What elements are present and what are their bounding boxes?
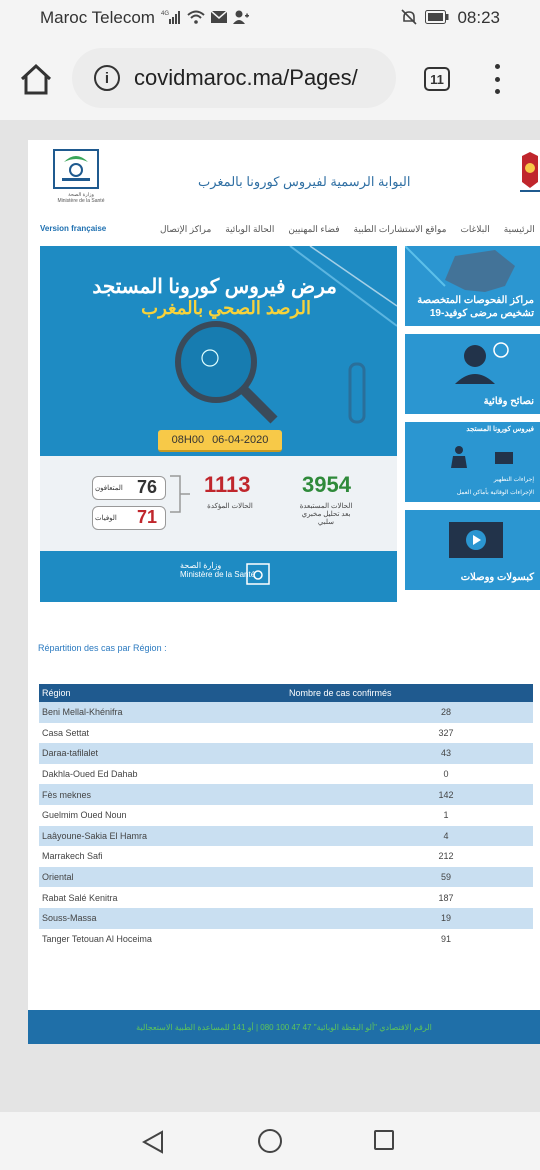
signal-icon <box>161 10 181 27</box>
covid-stats-banner[interactable] <box>40 246 397 602</box>
bracket-line <box>170 474 190 514</box>
table-row: Casa Settat 327 <box>42 727 454 738</box>
tile-coronavirus-measures-label: فيروس كورونا المستجد <box>466 426 534 433</box>
network-type: 4G <box>160 10 169 17</box>
banner-subheadline: الرصد الصحي بالمغرب <box>141 298 311 318</box>
table-row: Marrakech Safi 212 <box>42 851 454 862</box>
table-row: Laâyoune-Sakia El Hamra 4 <box>39 826 533 847</box>
banner-ministry-label: وزارة الصحة Ministère de la Santé <box>180 561 256 579</box>
table-row: Tanger Tetouan Al Hoceima 91 <box>42 933 451 944</box>
recovered-count: 76 <box>137 477 158 497</box>
hotline-footer[interactable]: الرقم الاقتصادي "ألو اليقظة الوبائية" 47 47 100 080 | أو 141 للمساعدة الطبية الاستعجالية <box>28 1010 540 1044</box>
nav-item-epidemic-status[interactable]: الحالة الوبائية <box>225 224 275 234</box>
tile-testing-centers-label: مراكز الفحوصات المتخصصة تشخيص مرضى كوفيد-19 <box>417 295 534 319</box>
report-date-value: 06-04-2020 <box>212 434 269 446</box>
table-row: Rabat Salé Kenitra 187 <box>42 892 454 903</box>
site-nav <box>28 222 540 242</box>
table-row: Dakhla-Oued Ed Dahab 0 <box>42 769 449 780</box>
deaths-box <box>92 506 166 530</box>
tile-videos[interactable] <box>405 510 540 590</box>
table-row: Souss-Massa 19 <box>39 908 533 929</box>
tile-testing-centers[interactable] <box>405 246 540 326</box>
back-icon[interactable] <box>142 1130 164 1154</box>
tile-coronavirus-measures[interactable] <box>405 422 540 502</box>
table-row: Beni Mellal-Khénifra 28 <box>39 702 533 723</box>
tile-prevention-tips-label: نصائح وقائية <box>483 395 534 407</box>
tile-prevention-tips[interactable] <box>405 334 540 414</box>
region-cases-table <box>39 684 533 949</box>
carrier-name: Maroc Telecom <box>40 8 155 27</box>
nav-menu <box>160 224 535 235</box>
home-icon <box>18 62 54 98</box>
nav-item-professionals[interactable]: فضاء المهنيين <box>288 224 340 234</box>
negative-label: الحالات المستبعدة بعد تحليل مخبري سلبي <box>299 503 353 526</box>
ministry-logo-small-icon <box>246 563 270 585</box>
stats-panel <box>40 456 397 551</box>
deaths-count: 71 <box>137 507 158 527</box>
column-confirmed: Nombre de cas confirmés <box>289 684 533 702</box>
browser-toolbar <box>0 36 540 120</box>
ministry-label: وزارة الصحة Ministère de la Santé <box>57 192 105 204</box>
web-page <box>28 140 540 1044</box>
mail-icon <box>211 11 227 26</box>
recovered-label: المتعافون <box>95 485 123 492</box>
ministry-logo-icon[interactable] <box>50 146 102 192</box>
nav-item-announcements[interactable]: البلاغات <box>460 224 490 234</box>
table-row: Daraa-tafilalet 43 <box>39 743 533 764</box>
tile-disinfection-label: إجراءات التطهير <box>493 476 534 483</box>
portal-title: البوابة الرسمية لفيروس كورونا بالمغرب <box>198 174 411 189</box>
repartition-title: Répartition des cas par Région : <box>38 643 167 653</box>
banner-footer <box>40 551 397 602</box>
confirmed-count: 1113 <box>204 472 251 497</box>
person-add-icon <box>233 10 249 27</box>
clock: 08:23 <box>457 8 500 27</box>
recovered-box <box>92 476 166 500</box>
status-bar <box>0 0 540 36</box>
home-button[interactable] <box>18 62 54 98</box>
report-date <box>158 430 282 452</box>
battery-icon <box>425 10 449 27</box>
royal-emblem-icon <box>518 152 540 196</box>
recent-apps-icon[interactable] <box>374 1130 394 1150</box>
address-bar[interactable] <box>72 48 396 108</box>
report-time: 08H00 <box>171 434 205 446</box>
tab-switcher-button[interactable]: 11 <box>424 67 450 91</box>
banner-headline: مرض فيروس كورونا المستجد <box>92 276 337 298</box>
table-row: Guelmim Oued Noun 1 <box>42 810 449 821</box>
wifi-icon <box>187 10 205 27</box>
nav-item-home[interactable]: الرئيسية <box>503 224 535 234</box>
table-header-row <box>39 684 533 702</box>
version-francaise-link[interactable]: Version française <box>40 224 107 233</box>
table-row: Oriental 59 <box>39 867 533 888</box>
column-region: Région <box>39 684 289 702</box>
overflow-menu-icon[interactable] <box>490 64 504 94</box>
home-circle-icon[interactable] <box>258 1129 282 1153</box>
negative-count: 3954 <box>302 472 351 497</box>
mute-icon <box>401 9 417 28</box>
site-header <box>28 140 540 216</box>
tile-videos-label: كبسولات ووصلات <box>460 571 534 583</box>
system-nav-bar <box>0 1112 540 1170</box>
nav-item-contact-centers[interactable]: مراكز الإتصال <box>160 224 212 234</box>
tile-workplace-label: الإجراءات الوقائية بأماكن العمل <box>456 489 534 496</box>
table-row: Fès meknes 142 <box>39 784 533 805</box>
deaths-label: الوفيات <box>95 515 117 522</box>
nav-item-consultations[interactable]: مواقع الاستشارات الطبية <box>353 224 447 234</box>
confirmed-label: الحالات المؤكدة <box>207 503 253 510</box>
info-icon[interactable]: i <box>94 65 120 91</box>
url-text[interactable]: covidmaroc.ma/Pages/ <box>134 65 358 90</box>
